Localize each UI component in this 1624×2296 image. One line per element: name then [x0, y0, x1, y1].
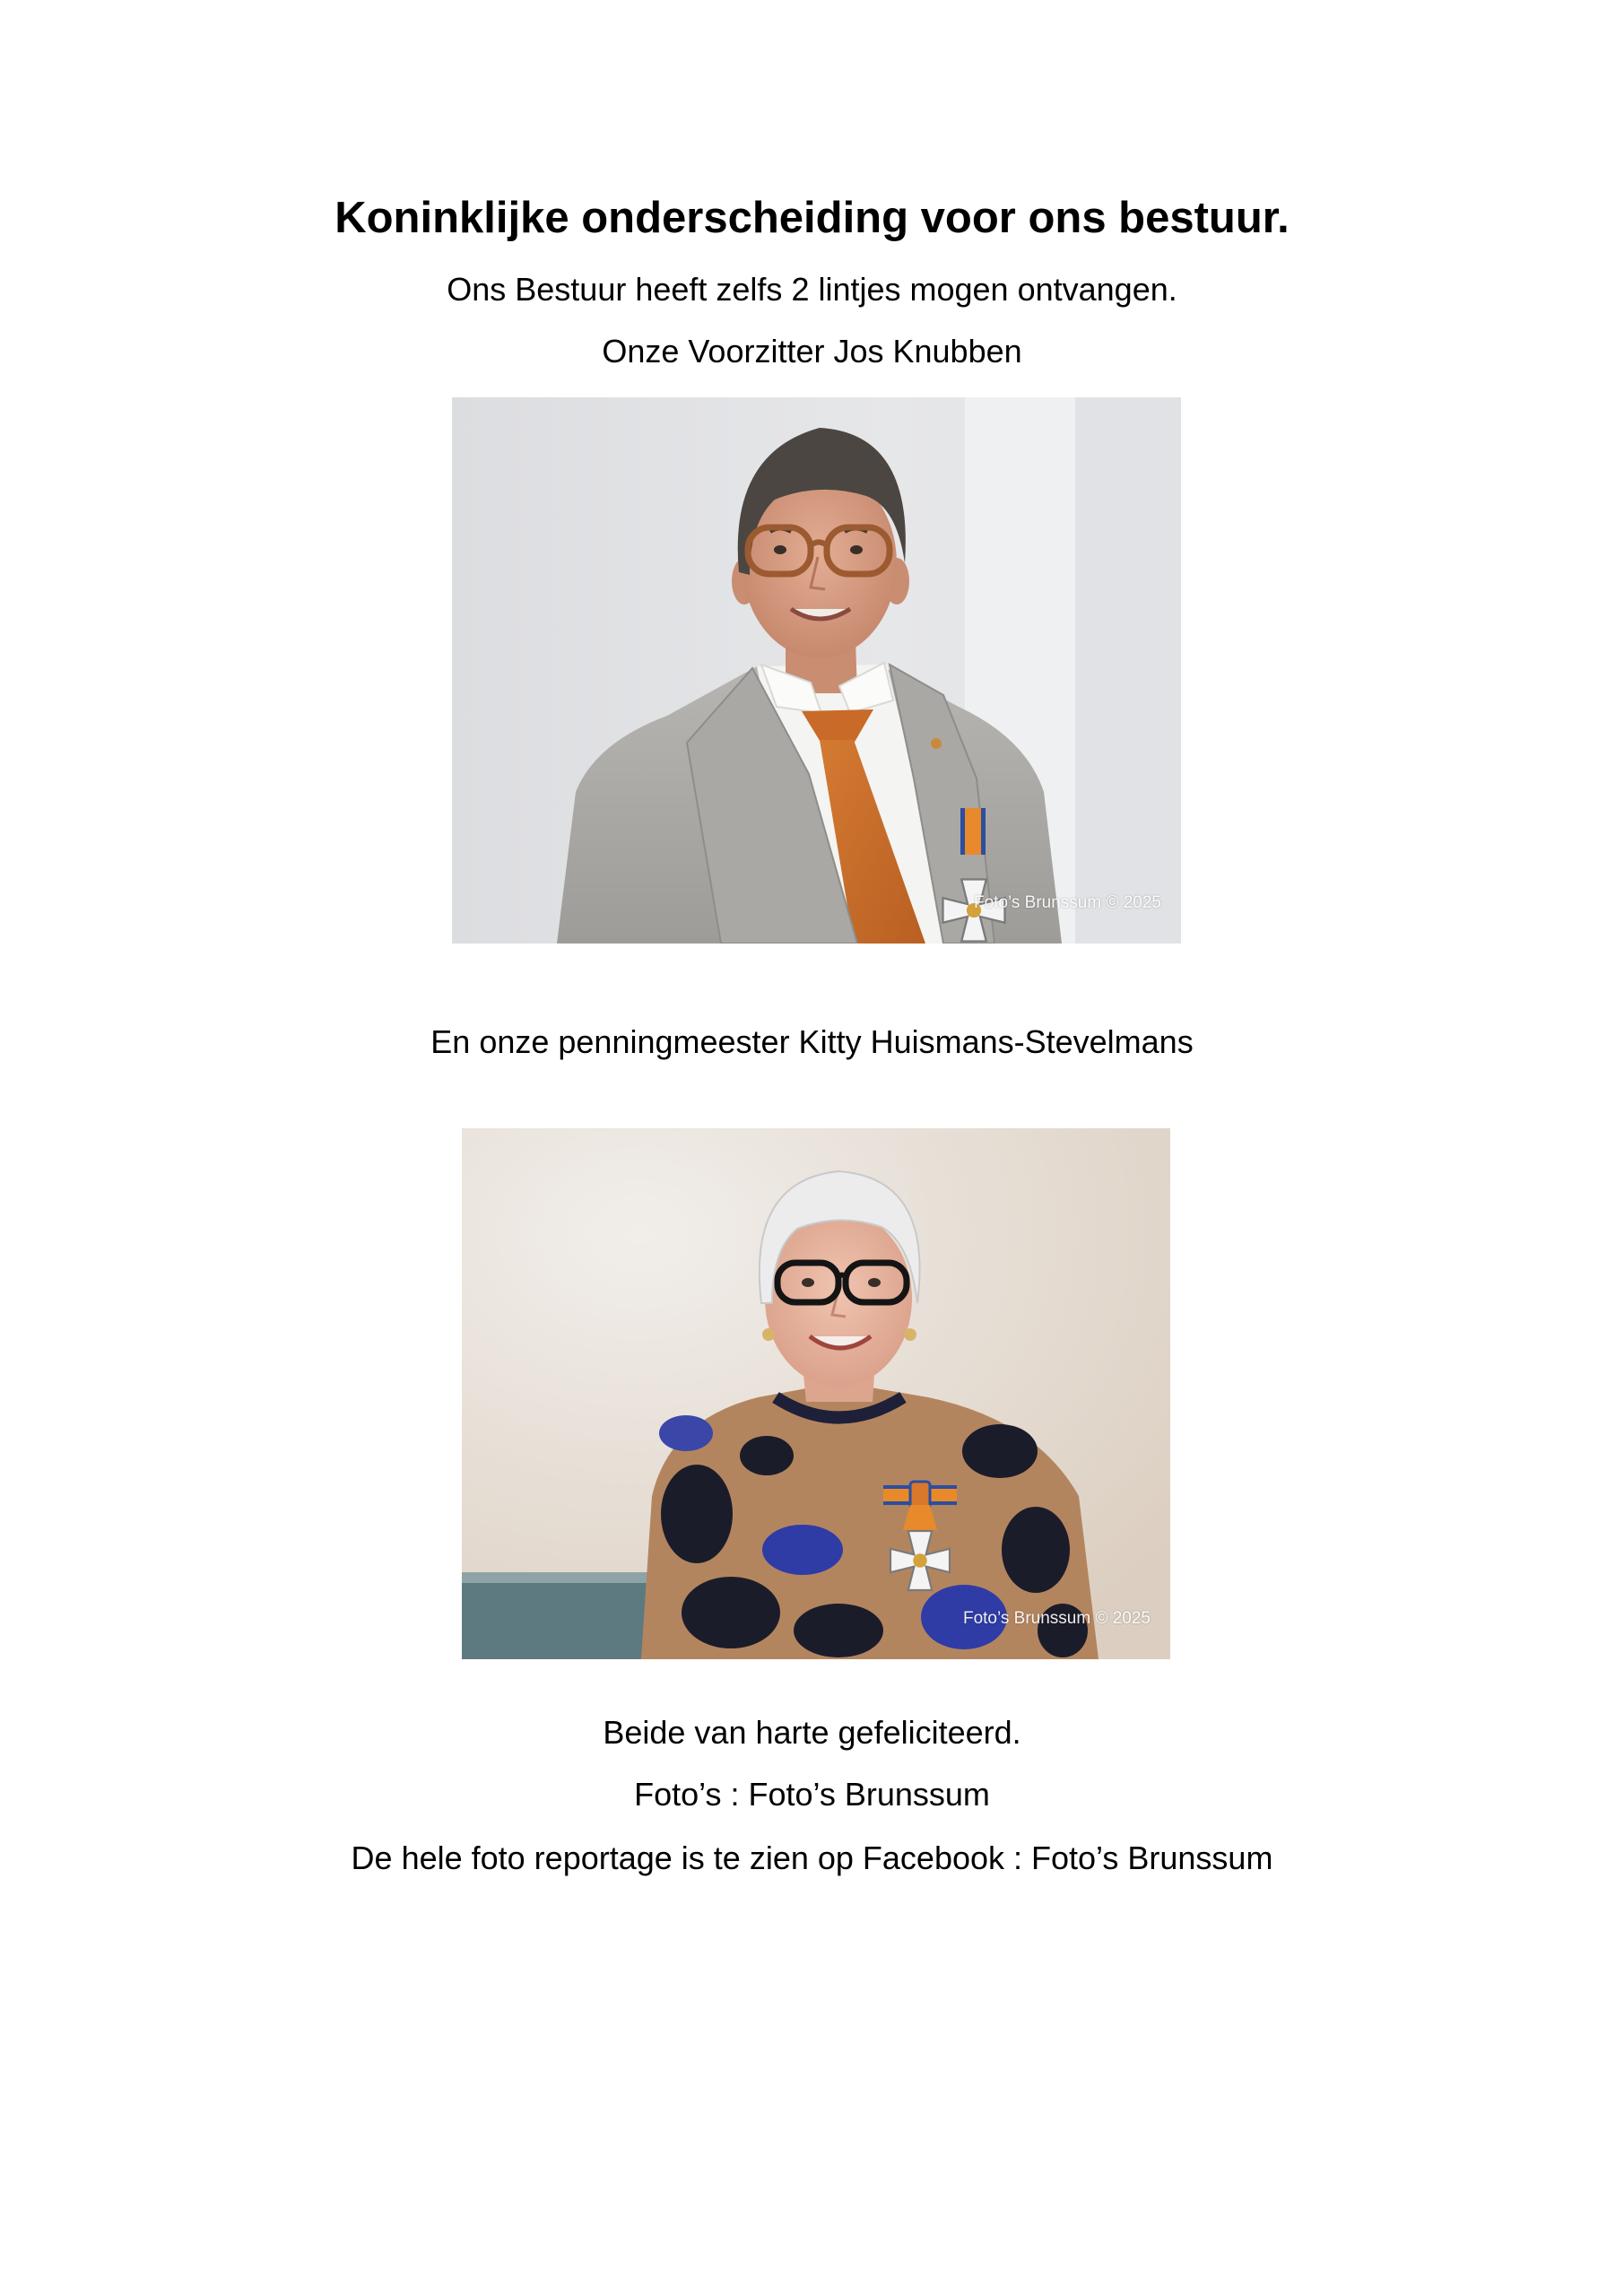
- photo-watermark: Foto’s Brunssum © 2025: [962, 1609, 1151, 1628]
- facebook-note: De hele foto reportage is te zien op Facebook : Foto’s Brunssum: [351, 1839, 1273, 1876]
- treasurer-caption: En onze penningmeester Kitty Huismans-Stevelmans: [430, 1023, 1194, 1060]
- treasurer-photo: [462, 1128, 1170, 1659]
- congratulations-text: Beide van harte gefeliciteerd.: [603, 1714, 1021, 1751]
- page-title: Koninklijke onderscheiding voor ons bestuur.: [334, 194, 1290, 242]
- intro-text: Ons Bestuur heeft zelfs 2 lintjes mogen ontvangen.: [447, 271, 1177, 308]
- lapel-pin: [931, 738, 942, 749]
- photo-watermark: Foto’s Brunssum © 2025: [973, 893, 1161, 912]
- chairman-caption: Onze Voorzitter Jos Knubben: [602, 333, 1022, 370]
- chairman-portrait: [452, 397, 1181, 944]
- chairman-photo: [452, 397, 1181, 944]
- treasurer-portrait: [462, 1128, 1170, 1659]
- photo-credit: Foto’s : Foto’s Brunssum: [634, 1776, 990, 1813]
